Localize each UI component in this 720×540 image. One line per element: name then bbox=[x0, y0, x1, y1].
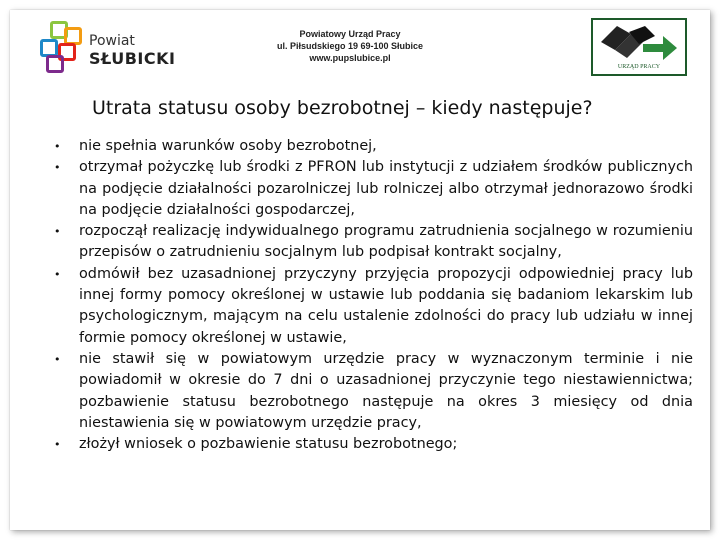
logo-text-slubicki: SŁUBICKI bbox=[89, 49, 176, 68]
urzad-pracy-caption: URZĄD PRACY bbox=[617, 64, 661, 70]
list-item bbox=[50, 264, 693, 349]
logo-text-powiat: Powiat bbox=[89, 33, 135, 49]
list-item bbox=[50, 349, 693, 434]
list-item-text: nie spełnia warunków osoby bezrobotnej, bbox=[79, 138, 377, 154]
list-item bbox=[50, 221, 693, 264]
list-item bbox=[50, 157, 693, 221]
office-name: Powiatowy Urząd Pracy bbox=[299, 29, 401, 39]
logo-square-purple bbox=[46, 55, 64, 73]
bullet-icon: • bbox=[54, 438, 61, 452]
list-item-text: rozpoczął realizację indywidualnego programu zatrudnienia socjalnego w rozumieniu przepisów o zatrudnieniu socjalnym lub podpisał kontrakt socjalny, bbox=[79, 223, 693, 261]
urzad-pracy-logo bbox=[591, 18, 687, 76]
powiat-slubicki-logo bbox=[32, 15, 176, 77]
bullet-icon: • bbox=[54, 225, 61, 239]
office-address: ul. Piłsudskiego 19 69-100 Słubice bbox=[276, 41, 424, 51]
list-item-text: otrzymał pożyczkę lub środki z PFRON lub instytucji z udziałem środków publicznych na podjęcie działalności pozarolniczej lub rolniczej albo otrzymał jednorazowo środki na podjęcie działalności gospodarczej, bbox=[79, 159, 693, 218]
urzad-pracy-emblem-icon bbox=[593, 20, 685, 64]
slide-title: Utrata statusu osoby bezrobotnej – kiedy następuje? bbox=[92, 97, 593, 119]
list-item-text: odmówił bez uzasadnionej przyczyny przyjęcia propozycji odpowiedniej pracy lub innej formy pomocy określonej w ustawie lub poddania się badaniom lekarskim lub psychologicznym, mającym na celu ustalenie zdolności do pracy lub udziału w innej formie pomocy określonej w ustawie, bbox=[79, 265, 693, 346]
office-header bbox=[230, 28, 470, 64]
bullet-icon: • bbox=[54, 267, 61, 281]
bullet-icon: • bbox=[54, 161, 61, 175]
list-item-text: złożył wniosek o pozbawienie statusu bezrobotnego; bbox=[79, 436, 458, 453]
bullet-icon: • bbox=[54, 140, 61, 153]
list-item bbox=[50, 434, 693, 455]
office-website: www.pupslubice.pl bbox=[309, 53, 391, 63]
bullet-icon: • bbox=[54, 352, 61, 366]
bullet-list bbox=[50, 136, 693, 455]
list-item-text: nie stawił się w powiatowym urzędzie pracy w wyznaczonym terminie i nie powiadomił w okresie do 7 dni o uzasadnionej przyczynie tego niestawiennictwa; pozbawienie statusu bezrobotnego następuje na okres 3 miesięcy od dnia niestawienia się w powiatowym urzędzie pracy, bbox=[79, 350, 693, 431]
list-item bbox=[50, 136, 693, 157]
